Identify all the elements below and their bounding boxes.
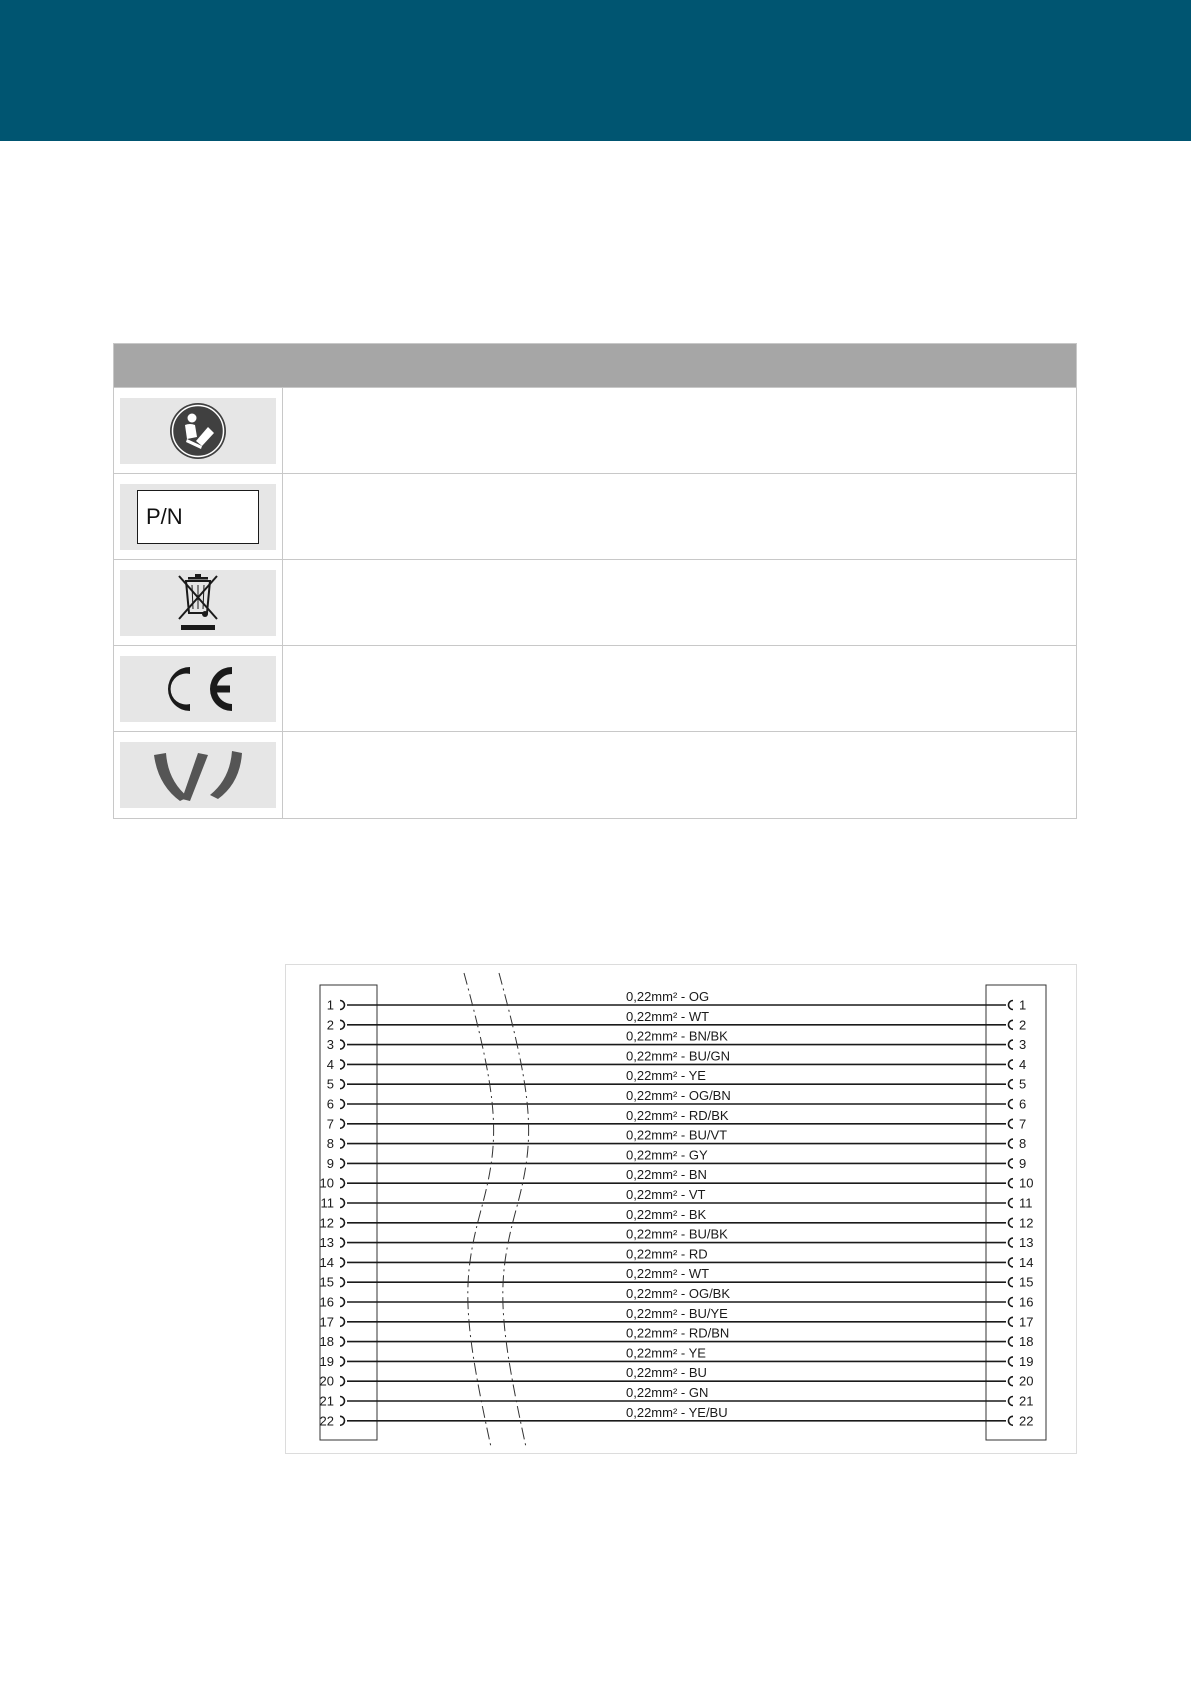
- right-pin-number: 13: [1019, 1235, 1034, 1251]
- wiring-svg: [286, 965, 1078, 1455]
- right-pin-number: 8: [1019, 1136, 1027, 1152]
- symbol-cell: [114, 560, 283, 645]
- left-pin-number: 5: [326, 1076, 334, 1092]
- symbol-box: [120, 570, 276, 636]
- right-pin-number: 1: [1019, 997, 1027, 1013]
- table-row: [114, 474, 1076, 560]
- left-pin-number: 19: [319, 1353, 334, 1369]
- wire-label: 0,22mm² - BU/GN: [626, 1048, 731, 1064]
- wire-label: 0,22mm² - RD/BK: [626, 1107, 729, 1123]
- symbol-table: [113, 343, 1077, 819]
- left-pin-number: 2: [326, 1017, 334, 1033]
- table-row: [114, 732, 1076, 818]
- right-connector-body: [986, 985, 1046, 1440]
- right-pin-number: 12: [1019, 1215, 1034, 1231]
- wire-label: 0,22mm² - YE/BU: [626, 1404, 728, 1420]
- right-pin-number: 2: [1019, 1017, 1027, 1033]
- left-pin-number: 16: [319, 1294, 334, 1310]
- table-row: [114, 388, 1076, 474]
- wire-label: 0,22mm² - WT: [626, 1008, 710, 1024]
- symbol-cell: [114, 388, 283, 473]
- right-pin-number: 16: [1019, 1294, 1034, 1310]
- description-cell: [283, 388, 1076, 473]
- ce-mark-icon: [156, 659, 240, 719]
- left-pin-number: 9: [326, 1155, 334, 1171]
- right-pin-number: 14: [1019, 1254, 1034, 1270]
- wire-label: 0,22mm² - BU: [626, 1365, 707, 1381]
- left-pin-number: 8: [326, 1136, 334, 1152]
- wire-label: 0,22mm² - BN: [626, 1167, 707, 1183]
- wire-label: 0,22mm² - VT: [626, 1187, 706, 1202]
- left-pin-number: 22: [319, 1413, 334, 1429]
- right-pin-number: 15: [1019, 1274, 1034, 1290]
- header-band: [0, 0, 1191, 141]
- table-row: [114, 560, 1076, 646]
- left-pin-number: 15: [319, 1274, 334, 1290]
- left-pin-number: 20: [319, 1373, 334, 1389]
- wire-label: 0,22mm² - YE: [626, 1345, 706, 1361]
- right-pin-number: 6: [1019, 1096, 1027, 1112]
- description-cell: [283, 474, 1076, 559]
- symbol-box: [120, 484, 276, 550]
- wiring-diagram: [285, 964, 1077, 1454]
- wire-label: 0,22mm² - BU/YE: [626, 1305, 728, 1321]
- wire-label: 0,22mm² - BU/VT: [626, 1127, 728, 1143]
- left-pin-number: 10: [319, 1175, 334, 1191]
- left-pin-number: 11: [320, 1195, 334, 1211]
- left-pin-number: 1: [326, 997, 334, 1013]
- symbol-box: [120, 742, 276, 808]
- left-pin-number: 12: [319, 1215, 334, 1231]
- right-pin-number: 3: [1019, 1037, 1027, 1053]
- wire-label: 0,22mm² - BN/BK: [626, 1028, 728, 1044]
- right-pin-number: 9: [1019, 1155, 1027, 1171]
- table-row: [114, 646, 1076, 732]
- right-pin-number: 7: [1019, 1116, 1027, 1132]
- symbol-cell: [114, 474, 283, 559]
- wire-label: 0,22mm² - OG/BK: [626, 1286, 731, 1301]
- table-header: [114, 344, 1076, 388]
- description-cell: [283, 646, 1076, 731]
- left-connector-body: [320, 985, 377, 1440]
- left-pin-number: 21: [319, 1393, 334, 1409]
- symbol-box: [120, 398, 276, 464]
- part-number-label: P/N: [137, 490, 259, 544]
- symbol-cell: [114, 646, 283, 731]
- left-pin-number: 13: [319, 1235, 334, 1251]
- wire-label: 0,22mm² - YE: [626, 1068, 706, 1084]
- right-pin-number: 19: [1019, 1353, 1034, 1369]
- weee-crossed-bin-icon: [175, 573, 221, 633]
- left-pin-number: 18: [319, 1334, 334, 1350]
- left-pin-number: 14: [319, 1254, 334, 1270]
- wire-label: 0,22mm² - GY: [626, 1147, 708, 1163]
- brand-logo-icon: [138, 745, 258, 805]
- left-pin-number: 17: [319, 1314, 334, 1330]
- wire-label: 0,22mm² - GN: [626, 1385, 709, 1400]
- right-pin-number: 20: [1019, 1373, 1034, 1389]
- wire-label: 0,22mm² - BK: [626, 1206, 707, 1222]
- wire-label: 0,22mm² - RD: [626, 1246, 708, 1262]
- right-pin-number: 22: [1019, 1413, 1034, 1429]
- left-pin-number: 6: [326, 1096, 334, 1112]
- description-cell: [283, 560, 1076, 645]
- left-pin-number: 3: [326, 1037, 334, 1053]
- right-pin-number: 21: [1019, 1393, 1034, 1409]
- right-pin-number: 10: [1019, 1175, 1034, 1191]
- right-pin-number: 18: [1019, 1334, 1034, 1350]
- right-pin-number: 4: [1019, 1056, 1027, 1072]
- wire-label: 0,22mm² - WT: [626, 1266, 710, 1282]
- wire-label: 0,22mm² - OG: [626, 989, 710, 1004]
- wire-label: 0,22mm² - BU/BK: [626, 1226, 728, 1242]
- description-cell: [283, 732, 1076, 818]
- right-pin-number: 17: [1019, 1314, 1034, 1330]
- right-pin-number: 5: [1019, 1076, 1027, 1092]
- left-pin-number: 4: [326, 1056, 334, 1072]
- wire-label: 0,22mm² - OG/BN: [626, 1088, 731, 1103]
- right-pin-number: 11: [1019, 1195, 1033, 1211]
- symbol-cell: [114, 732, 283, 818]
- wire-label: 0,22mm² - RD/BN: [626, 1325, 730, 1341]
- read-manual-icon: [168, 401, 228, 461]
- left-pin-number: 7: [326, 1116, 334, 1132]
- symbol-box: [120, 656, 276, 722]
